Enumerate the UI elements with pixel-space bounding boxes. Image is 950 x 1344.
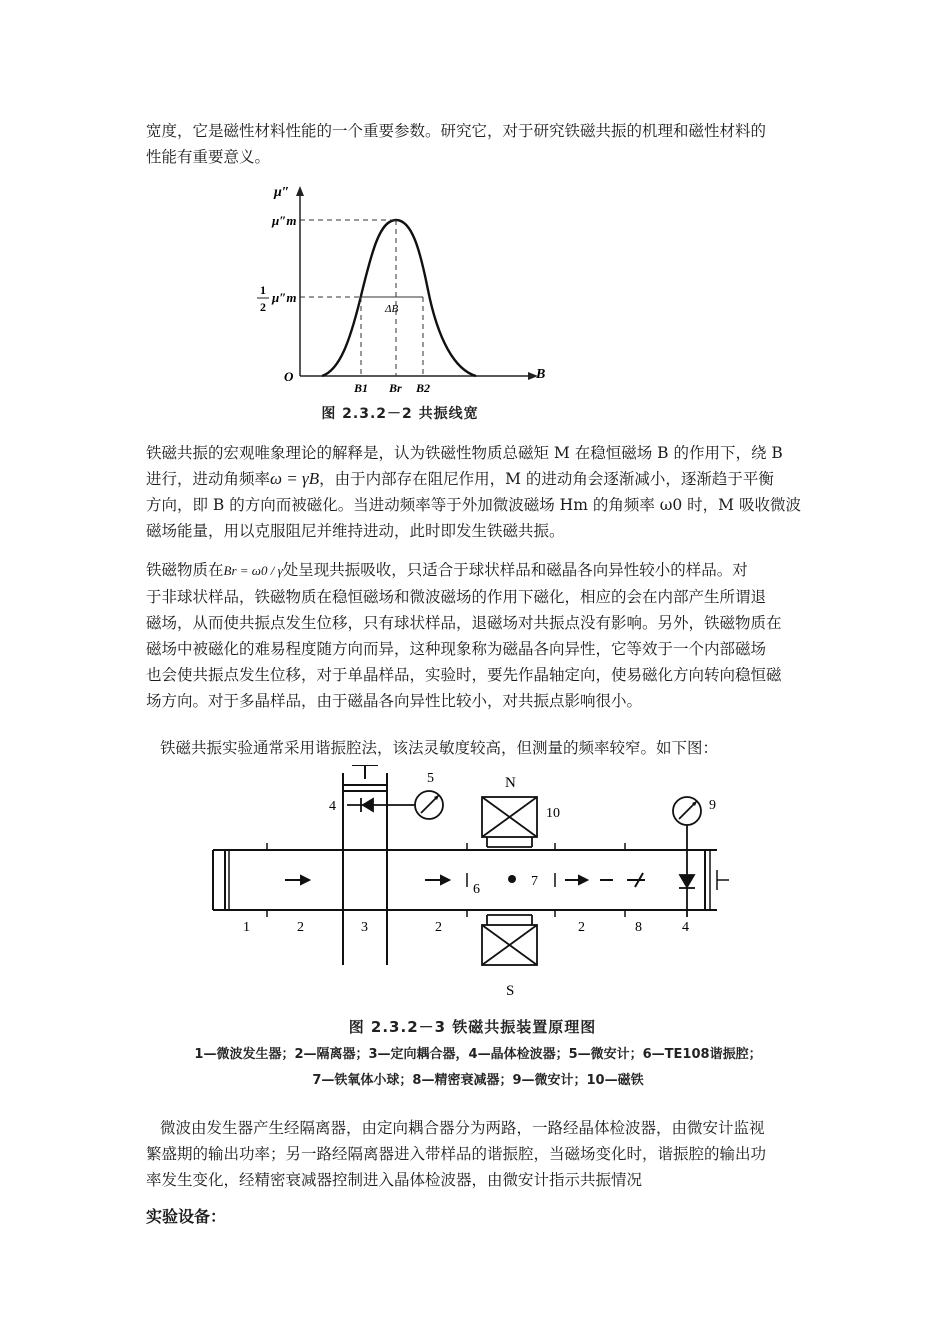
- label-9: 9: [709, 798, 716, 813]
- text-line: 性能有重要意义。: [146, 148, 271, 166]
- label-n: N: [505, 775, 516, 791]
- figure2-caption: 图 2.3.2－3 铁磁共振装置原理图: [348, 1018, 597, 1036]
- label-3: 3: [361, 920, 368, 935]
- y-axis-arrow: [296, 186, 304, 196]
- label-7: 7: [531, 874, 538, 889]
- label-5: 5: [427, 771, 434, 786]
- text-line: 也会使共振点发生位移，对于单晶样品，实验时，要先作晶轴定向，使易磁化方向转向稳恒磁: [146, 666, 782, 684]
- legend-line-2: 7—铁氧体小球；8—精密衰减器；9—微安计；10—磁铁: [312, 1073, 644, 1088]
- br-label: Br: [389, 381, 402, 395]
- text-line: 场方向。对于多晶样品，由于磁晶各向异性比较小，对共振点影响很小。: [146, 692, 643, 710]
- origin-label: O: [284, 369, 294, 384]
- label-4-right: 4: [682, 920, 689, 935]
- text-line: 铁磁物质在: [146, 561, 224, 579]
- text-line: 铁磁共振的宏观唯象理论的解释是，认为铁磁性物质总磁矩 M 在稳恒磁场 B 的作用下，绕 B: [146, 444, 783, 462]
- directional-coupler: [343, 765, 387, 965]
- apparatus-schematic-figure: [205, 765, 740, 1005]
- crystal-detector-output: [679, 825, 695, 917]
- y-axis-label: μ″: [274, 185, 290, 200]
- legend-line-1: 1—微波发生器；2—隔离器；3—定向耦合器，4—晶体检波器；5—微安计；6—TE108谐振腔；: [194, 1047, 762, 1062]
- magnet-south: [482, 915, 537, 965]
- text-line: 率发生变化，经精密衰减器控制进入晶体检波器，由微安计指示共振情况: [146, 1171, 643, 1189]
- label-2c: 2: [578, 920, 585, 935]
- paragraph-3: [146, 557, 810, 714]
- paragraph-2: [146, 440, 810, 544]
- resonance-condition-formula: Br = ω0 / γ: [223, 563, 283, 578]
- paragraph-1: [146, 118, 810, 170]
- label-10: 10: [546, 806, 560, 821]
- figure2-legend: [146, 1042, 810, 1094]
- text-line: 铁磁共振实验通常采用谐振腔法，该法灵敏度较高，但测量的频率较窄。如下图：: [160, 739, 719, 757]
- label-2b: 2: [435, 920, 442, 935]
- b1-label: B1: [354, 381, 369, 395]
- delta-b-label: ΔB: [385, 303, 399, 315]
- x-axis-label: B: [536, 367, 546, 382]
- omega-formula: ω = γB: [270, 469, 320, 488]
- half-mu-label: μ″m: [272, 290, 297, 305]
- label-6: 6: [473, 882, 480, 897]
- resonance-curve: [322, 220, 476, 376]
- power-flow-arrows: [285, 873, 645, 887]
- half-numerator: 1: [260, 283, 266, 297]
- text-line: 磁场能量，用以克服阻尼并维持进动，此时即发生铁磁共振。: [146, 522, 565, 540]
- section-heading: 实验设备：: [146, 1207, 227, 1226]
- label-1: 1: [243, 920, 250, 935]
- text-line: 磁场，从而使共振点发生位移，只有球状样品，退磁场对共振点没有影响。另外，铁磁物质在: [146, 614, 782, 632]
- text-line: 处呈现共振吸收，只适合于球状样品和磁晶各向异性较小的样品。对: [282, 561, 748, 579]
- paragraph-4: [146, 735, 810, 761]
- y-max-label: μ″m: [272, 213, 297, 228]
- crystal-detector-coupler: [347, 798, 415, 812]
- text-line: 繁盛期的输出功率；另一路经隔离器进入带样品的谐振腔，当磁场变化时，谐振腔的输出功: [146, 1145, 767, 1163]
- label-s: S: [506, 983, 515, 999]
- text-line: 磁场中被磁化的难易程度随方向而异，这种现象称为磁晶各向异性，它等效于一个内部磁场: [146, 640, 767, 658]
- paragraph-5: [146, 1115, 810, 1193]
- ferrite-sphere: [508, 875, 516, 883]
- text-line: 进行，进动角频率: [146, 470, 271, 488]
- label-4-left: 4: [329, 799, 336, 814]
- text-line: 方向，即 B 的方向而被磁化。当进动频率等于外加微波磁场 Hm 的角频率 ω0 时，M 吸收微波: [146, 496, 801, 514]
- half-denominator: 2: [260, 300, 266, 314]
- text-line: 微波由发生器产生经隔离器，由定向耦合器分为两路，一路经晶体检波器，由微安计监视: [160, 1119, 765, 1137]
- text-line: 于非球状样品，铁磁物质在稳恒磁场和微波磁场的作用下磁化，相应的会在内部产生所谓退: [146, 588, 767, 606]
- figure1-caption: 图 2.3.2－2 共振线宽: [321, 406, 479, 422]
- text-line: ，由于内部存在阻尼作用，M 的进动角会逐渐减小，逐渐趋于平衡: [319, 470, 774, 488]
- resonance-linewidth-figure: [240, 180, 560, 430]
- text-line: 宽度，它是磁性材料性能的一个重要参数。研究它，对于研究铁磁共振的机理和磁性材料的: [146, 122, 767, 140]
- b2-label: B2: [416, 381, 431, 395]
- label-8: 8: [635, 920, 642, 935]
- magnet-north: [482, 797, 537, 847]
- label-2a: 2: [297, 920, 304, 935]
